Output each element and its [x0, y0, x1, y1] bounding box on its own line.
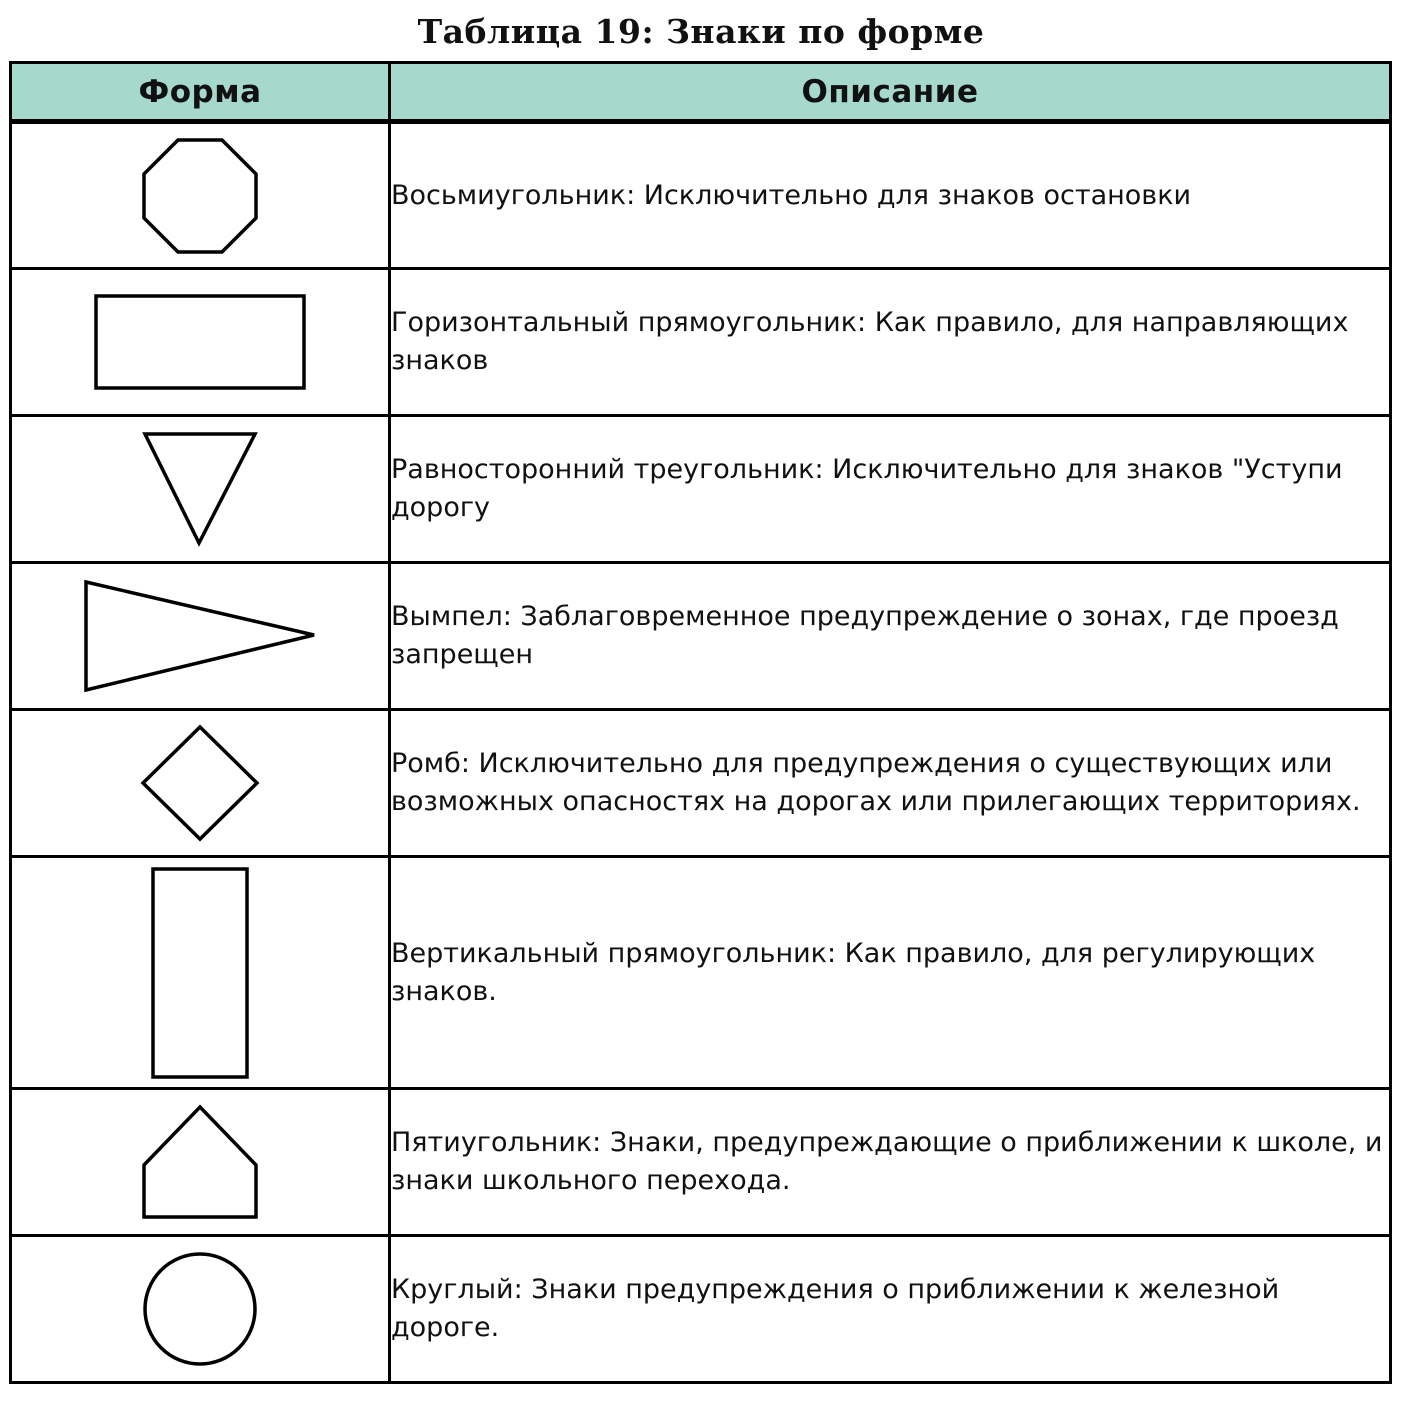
- description-text: Восьмиугольник: Исключительно для знаков остановки: [391, 179, 1192, 211]
- description-cell: [390, 1236, 1391, 1383]
- description-cell: [390, 563, 1391, 710]
- column-header-shape: Форма: [11, 63, 390, 122]
- horizontal-rectangle-icon: [94, 294, 306, 390]
- sign-shapes-table: [9, 61, 1392, 1384]
- shape-cell: [11, 710, 390, 857]
- table-caption: Таблица 19: Знаки по форме: [417, 12, 985, 51]
- shape-cell: [11, 416, 390, 563]
- shape-cell: [11, 1089, 390, 1236]
- description-text: Круглый: Знаки предупреждения о приближении к железной дороге.: [391, 1274, 1280, 1343]
- circle-icon: [142, 1251, 258, 1367]
- description-cell: [390, 122, 1391, 269]
- table-row: [11, 1089, 1391, 1236]
- pennant-icon: [83, 579, 317, 693]
- table-row: [11, 710, 1391, 857]
- pentagon-icon: [142, 1105, 258, 1219]
- shape-cell: [11, 1236, 390, 1383]
- shape-cell: [11, 269, 390, 416]
- inverted-triangle-icon: [143, 432, 257, 546]
- column-header-description: Описание: [390, 63, 1391, 122]
- description-text: Вымпел: Заблаговременное предупреждение о зонах, где проезд запрещен: [391, 601, 1339, 670]
- table-row: [11, 563, 1391, 710]
- description-text: Равносторонний треугольник: Исключительно для знаков "Уступи дорогу: [391, 454, 1343, 523]
- shape-cell: [11, 563, 390, 710]
- shape-cell: [11, 857, 390, 1089]
- description-cell: [390, 710, 1391, 857]
- description-text: Вертикальный прямоугольник: Как правило, для регулирующих знаков.: [391, 937, 1316, 1007]
- table-header-row: [11, 63, 1391, 122]
- diamond-icon: [141, 725, 259, 841]
- octagon-icon: [142, 138, 258, 254]
- shape-cell: [11, 122, 390, 269]
- description-text: Горизонтальный прямоугольник: Как правило, для направляющих знаков: [391, 307, 1349, 376]
- description-cell: [390, 1089, 1391, 1236]
- description-text: Ромб: Исключительно для предупреждения о существующих или возможных опасностях на дорогах или прилегающих территориях.: [391, 748, 1361, 817]
- table-row: [11, 269, 1391, 416]
- vertical-rectangle-icon: [151, 867, 249, 1079]
- description-cell: [390, 416, 1391, 563]
- description-text: Пятиугольник: Знаки, предупреждающие о приближении к школе, и знаки школьного перехода.: [391, 1127, 1383, 1196]
- table-row: [11, 416, 1391, 563]
- table-row: [11, 122, 1391, 269]
- table-row: [11, 857, 1391, 1089]
- table-row: [11, 1236, 1391, 1383]
- description-cell: [390, 269, 1391, 416]
- description-cell: [390, 857, 1391, 1089]
